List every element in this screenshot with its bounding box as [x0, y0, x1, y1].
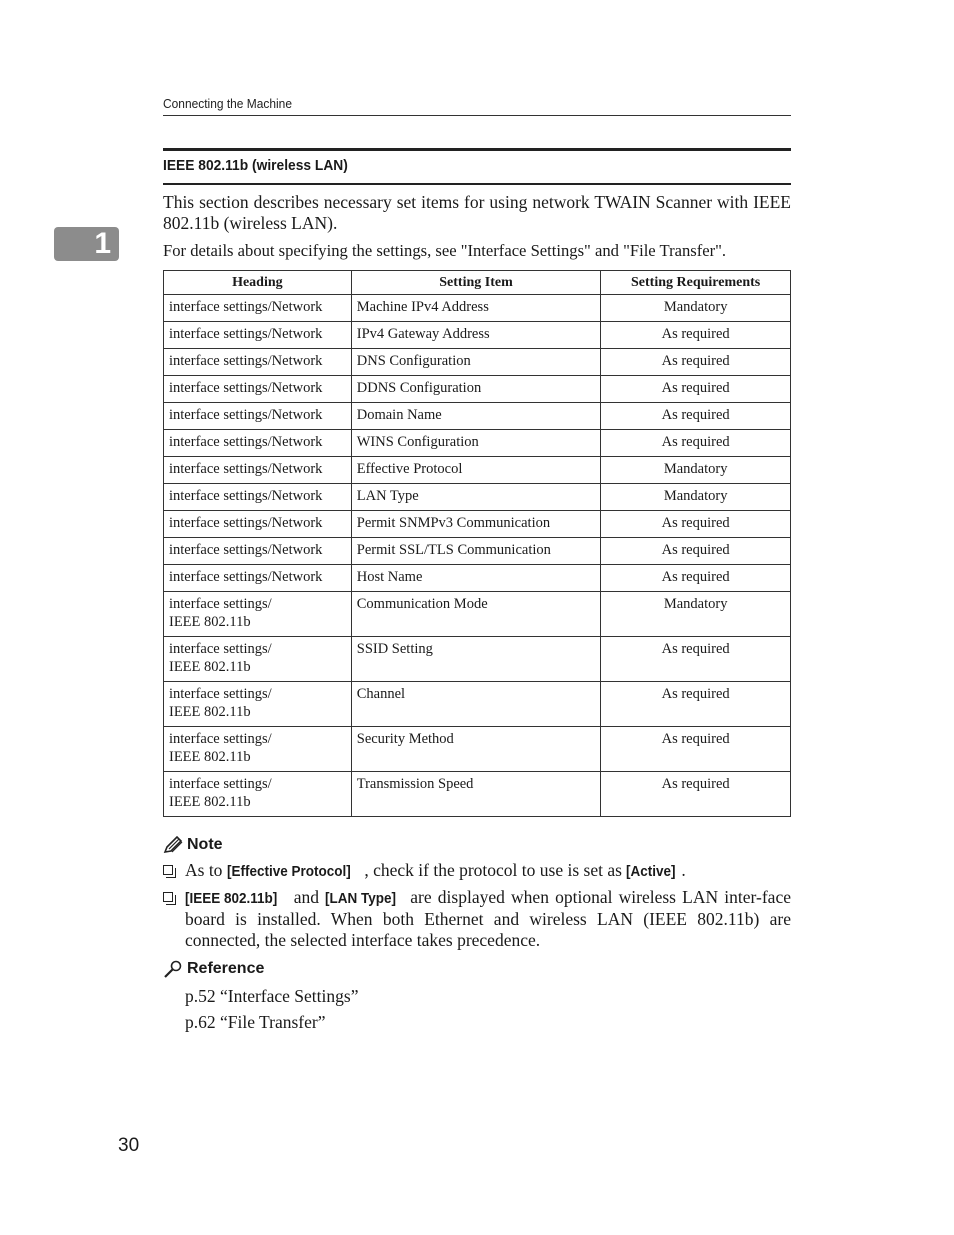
note-item-2	[163, 887, 791, 951]
cell-heading	[164, 403, 352, 430]
cell-setting-requirement: As required	[601, 772, 791, 817]
intro-paragraph: This section describes necessary set items for using network TWAIN Scanner with IEEE 802.11b (wireless LAN).	[163, 192, 791, 233]
column-header-heading: Heading	[164, 271, 352, 295]
cell-heading-line: IEEE 802.11b	[169, 704, 251, 720]
cell-heading-line: interface settings/	[169, 731, 272, 747]
note-item-1-text: As to [Effective Protocol] , check if the protocol to use is set as [Active] .	[185, 860, 686, 880]
cell-setting-item: Security Method	[351, 727, 601, 772]
cell-heading-line: interface settings/	[169, 596, 272, 612]
cell-heading	[164, 637, 352, 682]
cell-heading-line: interface settings/Network	[169, 353, 323, 369]
cell-heading	[164, 511, 352, 538]
column-header-setting-requirements: Setting Requirements	[601, 271, 791, 295]
table-header-row	[164, 271, 791, 295]
cell-setting-item: Machine IPv4 Address	[351, 295, 601, 322]
table-row	[164, 511, 791, 538]
cell-heading-line: IEEE 802.11b	[169, 749, 251, 765]
key-ieee-80211b: [IEEE 802.11b]	[185, 890, 278, 907]
cell-setting-requirement: As required	[601, 376, 791, 403]
table-row	[164, 376, 791, 403]
cell-heading-line: IEEE 802.11b	[169, 794, 251, 810]
table-row	[164, 592, 791, 637]
header-rule	[163, 115, 791, 116]
cell-setting-item: DNS Configuration	[351, 349, 601, 376]
table-row	[164, 772, 791, 817]
note-label: Note	[187, 836, 223, 853]
checkbox-bullet-icon	[163, 865, 173, 875]
cell-setting-requirement: Mandatory	[601, 295, 791, 322]
cell-heading-line: interface settings/Network	[169, 299, 323, 315]
table-row	[164, 565, 791, 592]
cell-setting-item: IPv4 Gateway Address	[351, 322, 601, 349]
cell-setting-item: Permit SSL/TLS Communication	[351, 538, 601, 565]
cell-heading-line: interface settings/	[169, 776, 272, 792]
table-row	[164, 403, 791, 430]
cell-setting-requirement: As required	[601, 322, 791, 349]
cell-setting-requirement: Mandatory	[601, 457, 791, 484]
cell-setting-item: LAN Type	[351, 484, 601, 511]
cell-setting-item: Communication Mode	[351, 592, 601, 637]
cell-heading	[164, 538, 352, 565]
key-effective-protocol: [Effective Protocol]	[226, 863, 351, 880]
cell-heading-line: interface settings/Network	[169, 542, 323, 558]
cell-heading-line: interface settings/Network	[169, 380, 323, 396]
table-row	[164, 349, 791, 376]
key-active: [Active]	[626, 863, 676, 880]
note-item-2-text: [IEEE 802.11b] and [LAN Type] are displayed when optional wireless LAN inter-face board is installed. When both Ethernet and wireless LAN (IEEE 802.11b) are connected, the selected interface takes precedence.	[185, 887, 791, 950]
note-item-1	[163, 860, 791, 882]
cell-setting-requirement: As required	[601, 349, 791, 376]
cell-setting-item: SSID Setting	[351, 637, 601, 682]
checkbox-bullet-icon	[163, 892, 173, 902]
cell-setting-item: Domain Name	[351, 403, 601, 430]
table-row	[164, 682, 791, 727]
cell-heading-line: IEEE 802.11b	[169, 659, 251, 675]
reference-link-interface-settings[interactable]: p.52 “Interface Settings”	[185, 986, 359, 1006]
reference-link-file-transfer[interactable]: p.62 “File Transfer”	[185, 1012, 326, 1032]
cell-setting-item: WINS Configuration	[351, 430, 601, 457]
cell-setting-requirement: As required	[601, 565, 791, 592]
reference-heading	[163, 960, 264, 978]
cell-setting-item: Effective Protocol	[351, 457, 601, 484]
cell-setting-requirement: As required	[601, 637, 791, 682]
running-header: Connecting the Machine	[163, 96, 292, 111]
cell-heading	[164, 565, 352, 592]
section-bottom-rule	[163, 183, 791, 185]
cell-heading-line: interface settings/Network	[169, 569, 323, 585]
cell-heading	[164, 457, 352, 484]
table-row	[164, 637, 791, 682]
cell-heading-line: interface settings/Network	[169, 461, 323, 477]
cell-setting-item: Permit SNMPv3 Communication	[351, 511, 601, 538]
cell-setting-item: DDNS Configuration	[351, 376, 601, 403]
cell-heading	[164, 376, 352, 403]
section-top-rule	[163, 148, 791, 151]
pencil-icon	[163, 836, 183, 854]
cell-heading-line: interface settings/Network	[169, 488, 323, 504]
magnifier-icon	[163, 960, 183, 978]
page-number: 30	[118, 1135, 140, 1156]
cell-heading-line: interface settings/	[169, 641, 272, 657]
table-row	[164, 295, 791, 322]
cell-setting-requirement: As required	[601, 727, 791, 772]
cell-setting-item: Channel	[351, 682, 601, 727]
cell-heading	[164, 295, 352, 322]
cell-heading	[164, 772, 352, 817]
table-row	[164, 538, 791, 565]
table-row	[164, 727, 791, 772]
table-row	[164, 484, 791, 511]
cell-heading	[164, 322, 352, 349]
cell-heading	[164, 430, 352, 457]
cell-setting-requirement: As required	[601, 682, 791, 727]
cell-setting-item: Transmission Speed	[351, 772, 601, 817]
cell-heading	[164, 682, 352, 727]
note-heading	[163, 836, 223, 854]
cell-heading-line: interface settings/Network	[169, 407, 323, 423]
cell-setting-requirement: As required	[601, 403, 791, 430]
cell-heading-line: interface settings/Network	[169, 434, 323, 450]
cell-setting-requirement: Mandatory	[601, 592, 791, 637]
cell-heading-line: interface settings/	[169, 686, 272, 702]
cell-heading-line: IEEE 802.11b	[169, 614, 251, 630]
key-lan-type: [LAN Type]	[325, 890, 397, 907]
cell-setting-item: Host Name	[351, 565, 601, 592]
cell-heading	[164, 592, 352, 637]
column-header-setting-item: Setting Item	[351, 271, 601, 295]
table-row	[164, 430, 791, 457]
cell-setting-requirement: As required	[601, 430, 791, 457]
cell-heading-line: interface settings/Network	[169, 515, 323, 531]
settings-table	[163, 270, 791, 817]
cell-heading	[164, 727, 352, 772]
cell-heading	[164, 349, 352, 376]
reference-label: Reference	[187, 960, 265, 977]
table-row	[164, 322, 791, 349]
section-heading: IEEE 802.11b (wireless LAN)	[163, 157, 348, 174]
chapter-tab: 1	[54, 227, 119, 261]
cell-heading-line: interface settings/Network	[169, 326, 323, 342]
cell-heading	[164, 484, 352, 511]
cell-setting-requirement: Mandatory	[601, 484, 791, 511]
cell-setting-requirement: As required	[601, 538, 791, 565]
table-body	[164, 295, 791, 817]
cell-setting-requirement: As required	[601, 511, 791, 538]
details-paragraph: For details about specifying the settings, see "Interface Settings" and "File Transfer".	[163, 241, 727, 260]
table-row	[164, 457, 791, 484]
